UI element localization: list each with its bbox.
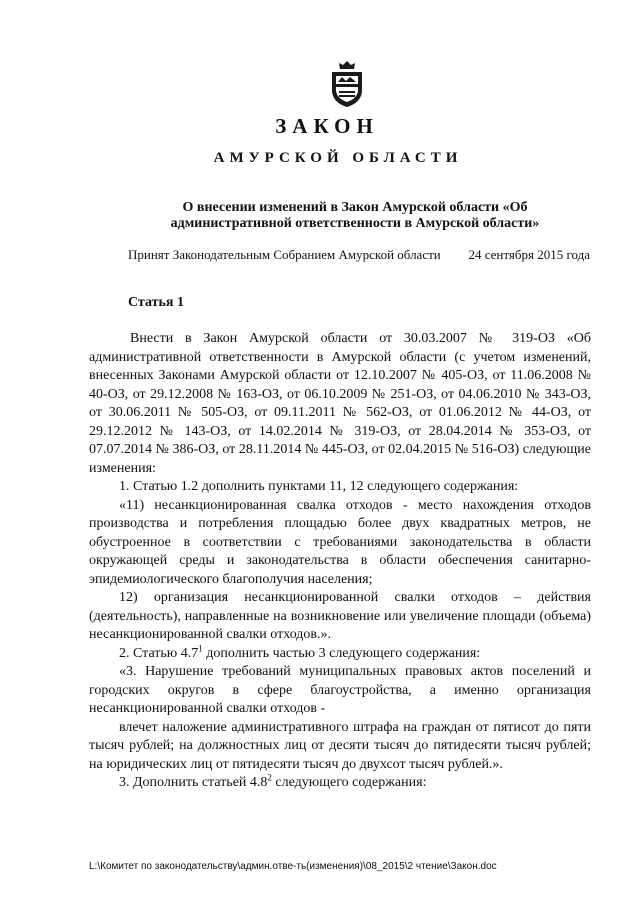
- article-heading: Статья 1: [128, 295, 184, 310]
- item-1: 1. Статью 1.2 дополнить пунктами 11, 12 следующего содержания:: [119, 479, 519, 494]
- item-2: 2. Статью $4.7^1$ дополнить частью 3 следующего содержания:: [119, 642, 481, 661]
- adopted-by: Принят Законодательным Собранием Амурской области: [128, 247, 441, 262]
- article-intro: Внести в Закон Амурской области от 30.03.2007 № 319-ОЗ «Об административной ответственности в Амурской области (с учетом изменений, внесенных Законами Амурской области от 12.10.2007 № 405-ОЗ, от 11.06.2008 № 40-ОЗ, от 29.12.2008 № 163-ОЗ, от 06.10.2009 № 251-ОЗ, от 04.06.2010 № 343-ОЗ, от 30.06.2011 № 505-ОЗ, от 09.11.2011 № 562-ОЗ, от 01.06.2012 № 44-ОЗ, от 29.12.2012 № 143-ОЗ, от 14.02.2014 № 319-ОЗ, от 28.04.2014 № 353-ОЗ, от 07.07.2014 № 386-ОЗ, от 28.11.2014 № 445-ОЗ, от 02.04.2015 № 516-ОЗ) следующие изменения:: [89, 331, 591, 476]
- region-title: АМУРСКОЙ ОБЛАСТИ: [213, 150, 463, 166]
- law-subject: О внесении изменений в Закон Амурской области «Об административной ответственности в Амурской области»: [170, 200, 540, 231]
- coat-of-arms-icon: [327, 60, 367, 108]
- law-title: ЗАКОН: [275, 114, 379, 138]
- item-3: 3. Дополнить статьей $4.8^2$ следующего содержания:: [119, 772, 427, 790]
- item-1-point-11: «11) несанкционированная свалка отходов - место нахождения отходов производства и потребления площадью более двух квадратных метров, не обустроенное в соответствии с требованиями законодательства в области окружающей среды и законодательства в области обеспечения санитарно-эпидемиологического благополучия населения;: [89, 497, 591, 587]
- article-body: [89, 330, 591, 793]
- item-2-penalty: влечет наложение административного штрафа на граждан от пятисот до пяти тысяч рублей; на должностных лиц от десяти тысяч до пятидесяти тысяч рублей; на юридических лиц от пятидесяти тысяч до двухсот тысяч рублей.».: [89, 719, 591, 772]
- adopted-date: 24 сентября 2015 года: [468, 247, 590, 262]
- item-1-point-12: 12) организация несанкционированной свалки отходов – действия (деятельность), направленные на возникновение или увеличение площади (объема) несанкционированной свалки отходов.».: [89, 590, 591, 642]
- file-path: L:\Комитет по законодательству\админ.отве-ть(изменения)\08_2015\2 чтение\Закон.doc: [89, 861, 497, 872]
- item-2-part-3: «3. Нарушение требований муниципальных правовых актов поселений и городских округов в сфере благоустройства, а именно организация несанкционированной свалки отходов -: [89, 664, 591, 716]
